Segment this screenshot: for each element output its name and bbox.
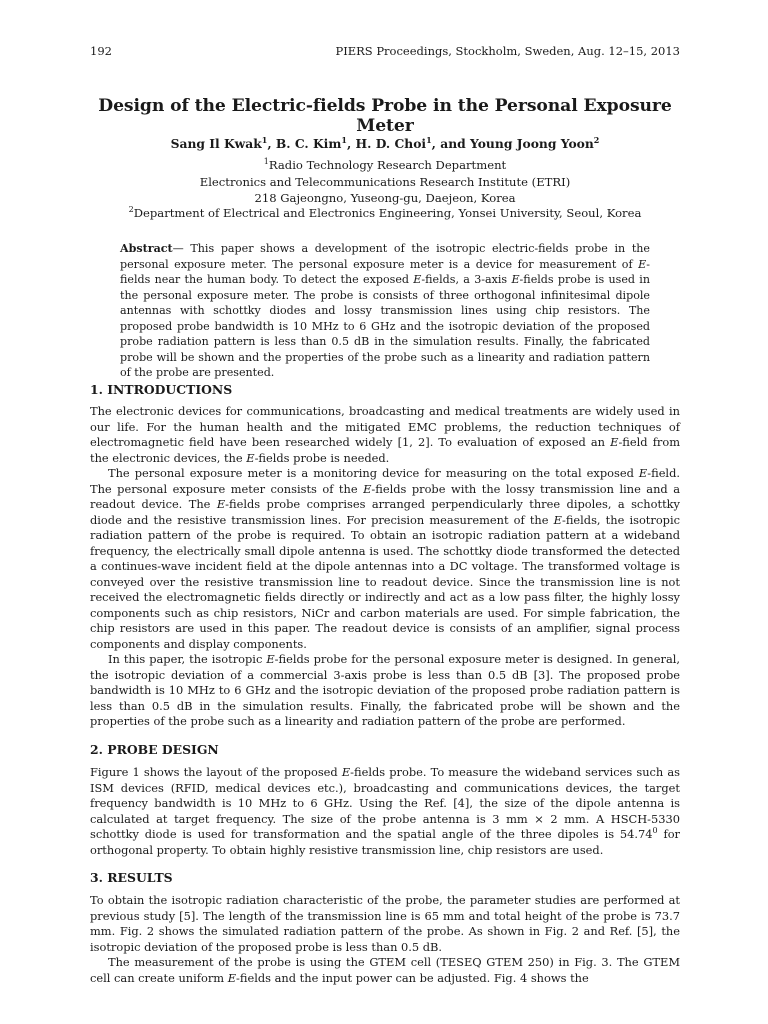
affiliation-line: $^2$Department of Electrical and Electronics Engineering, Yonsei University, Seoul, Korea: [128, 205, 642, 220]
affiliation-mark: 1: [263, 157, 269, 166]
affiliation-mark: 1: [426, 135, 432, 145]
affiliation-mark: 2: [593, 135, 600, 145]
affiliation-mark: 1: [341, 135, 347, 145]
paragraph: In this paper, the isotropic E-fields probe for the personal exposure meter is designed. In general, the isotropic deviation of a commercial 3-axis probe is less than 0.5 dB [3]. The proposed probe bandwidth is 10 MHz to 6 GHz and the isotropic deviation of the proposed probe radiation pattern is less than 0.5 dB in the simulation results. Finally, the fabricated probe will be shown and the properties of the probe such as a linearity and radiation pattern of the probe are performed.: [90, 652, 681, 728]
affiliation-line: $^1$Radio Technology Research Department: [263, 157, 507, 172]
paper-title: Design of the Electric-fields Probe in the Personal Exposure Meter: [98, 96, 672, 136]
degree-superscript: 0: [652, 826, 658, 835]
affiliation-mark: 2: [128, 205, 134, 214]
running-head: [90, 44, 680, 58]
author-name: B. C. Kim: [275, 136, 342, 151]
author-name: Sang Il Kwak: [170, 136, 262, 151]
proceedings-citation: PIERS Proceedings, Stockholm, Sweden, Aug. 12–15, 2013: [335, 44, 680, 58]
paragraph: The personal exposure meter is a monitoring device for measuring on the total exposed E-field. The personal exposure meter consists of the E-fields probe with the lossy transmission line and a readout device. The E-fields probe comprises arranged perpendicularly three dipoles, a schottky diode and the resistive transmission lines. For precision measurement of the E-fields, the isotropic radiation pattern of the probe is required. To obtain an isotropic radiation pattern at a wideband frequency, the electrically small dipole antenna is used. The schottky diode transformed the detected a continues-wave incident field at the dipole antennas into a DC voltage. The transformed voltage is conveyed over the resistive transmission line to readout device. Since the transmission line is not received the electromagnetic fields directly or indirectly and act as a low pass filter, the highly lossy components such as chip resistors, NiCr and carbon materials are used. For simple fabrication, the chip resistors are used in this paper. The readout device is consists of an amplifier, signal process components and display components.: [90, 466, 681, 651]
author-name: H. D. Choi: [355, 136, 427, 151]
page-number: 192: [90, 44, 112, 58]
affiliation-line: 218 Gajeongno, Yuseong-gu, Daejeon, Korea: [254, 191, 516, 205]
author-list: Sang Il Kwak$^1$, B. C. Kim$^1$, H. D. Choi$^1$, and Young Joong Yoon$^2$: [170, 135, 600, 151]
abstract-label: Abstract: [120, 242, 173, 255]
section-heading: 3. RESULTS: [90, 870, 173, 885]
affiliation-mark: 1: [261, 135, 268, 145]
section-body: [90, 765, 680, 858]
paragraph: Figure 1 shows the layout of the proposed E-fields probe. To measure the wideband services such as ISM devices (RFID, medical devices etc.), broadcasting and communications devices, the target frequency bandwidth is 10 MHz to 6 GHz. Using the Ref. [4], the size of the dipole antenna is calculated at target frequency. The size of the probe antenna is 3 mm × 2 mm. A HSCH-5330 schottky diode is used for transformation and the spatial angle of the three dipoles is 54.74$^0$ for orthogonal property. To obtain highly resistive transmission line, chip resistors are used.: [90, 765, 681, 857]
section-body: [90, 404, 680, 730]
section-heading: 1. INTRODUCTIONS: [90, 382, 233, 397]
paragraph: The electronic devices for communications, broadcasting and medical treatments are widely used in our life. For the human health and the mitigated EMC problems, the reduction techniques of electromagnetic field have been researched widely [1, 2]. To evaluation of exposed an E-field from the electronic devices, the E-fields probe is needed.: [90, 404, 681, 465]
paragraph: The measurement of the probe is using the GTEM cell (TESEQ GTEM 250) in Fig. 3. The GTEM cell can create uniform E-fields and the input power can be adjusted. Fig. 4 shows the: [90, 955, 680, 985]
abstract: Abstract— This paper shows a development of the isotropic electric-fields probe in the personal exposure meter. The personal exposure meter is a device for measurement of E-fields near the human body. To detect the exposed E-fields, a 3-axis E-fields probe is used in the personal exposure meter. The probe is consists of three orthogonal infinitesimal dipole antennas with schottky diodes and lossy transmission lines using chip resistors. The proposed probe bandwidth is 10 MHz to 6 GHz and the isotropic deviation of the proposed probe radiation pattern is less than 0.5 dB in the simulation results. Finally, the fabricated probe will be shown and the properties of the probe such as a linearity and radiation pattern of the probe are presented.: [120, 242, 650, 379]
section-body: [90, 893, 680, 986]
paragraph: To obtain the isotropic radiation characteristic of the probe, the parameter studies are performed at previous study [5]. The length of the transmission line is 65 mm and total height of the probe is 73.7 mm. Fig. 2 shows the simulated radiation pattern of the probe. As shown in Fig. 2 and Ref. [5], the isotropic deviation of the proposed probe is less than 0.5 dB.: [90, 893, 680, 954]
section-heading: 2. PROBE DESIGN: [90, 742, 219, 757]
author-name: and Young Joong Yoon: [440, 136, 594, 151]
affiliation-line: Electronics and Telecommunications Research Institute (ETRI): [199, 175, 571, 189]
